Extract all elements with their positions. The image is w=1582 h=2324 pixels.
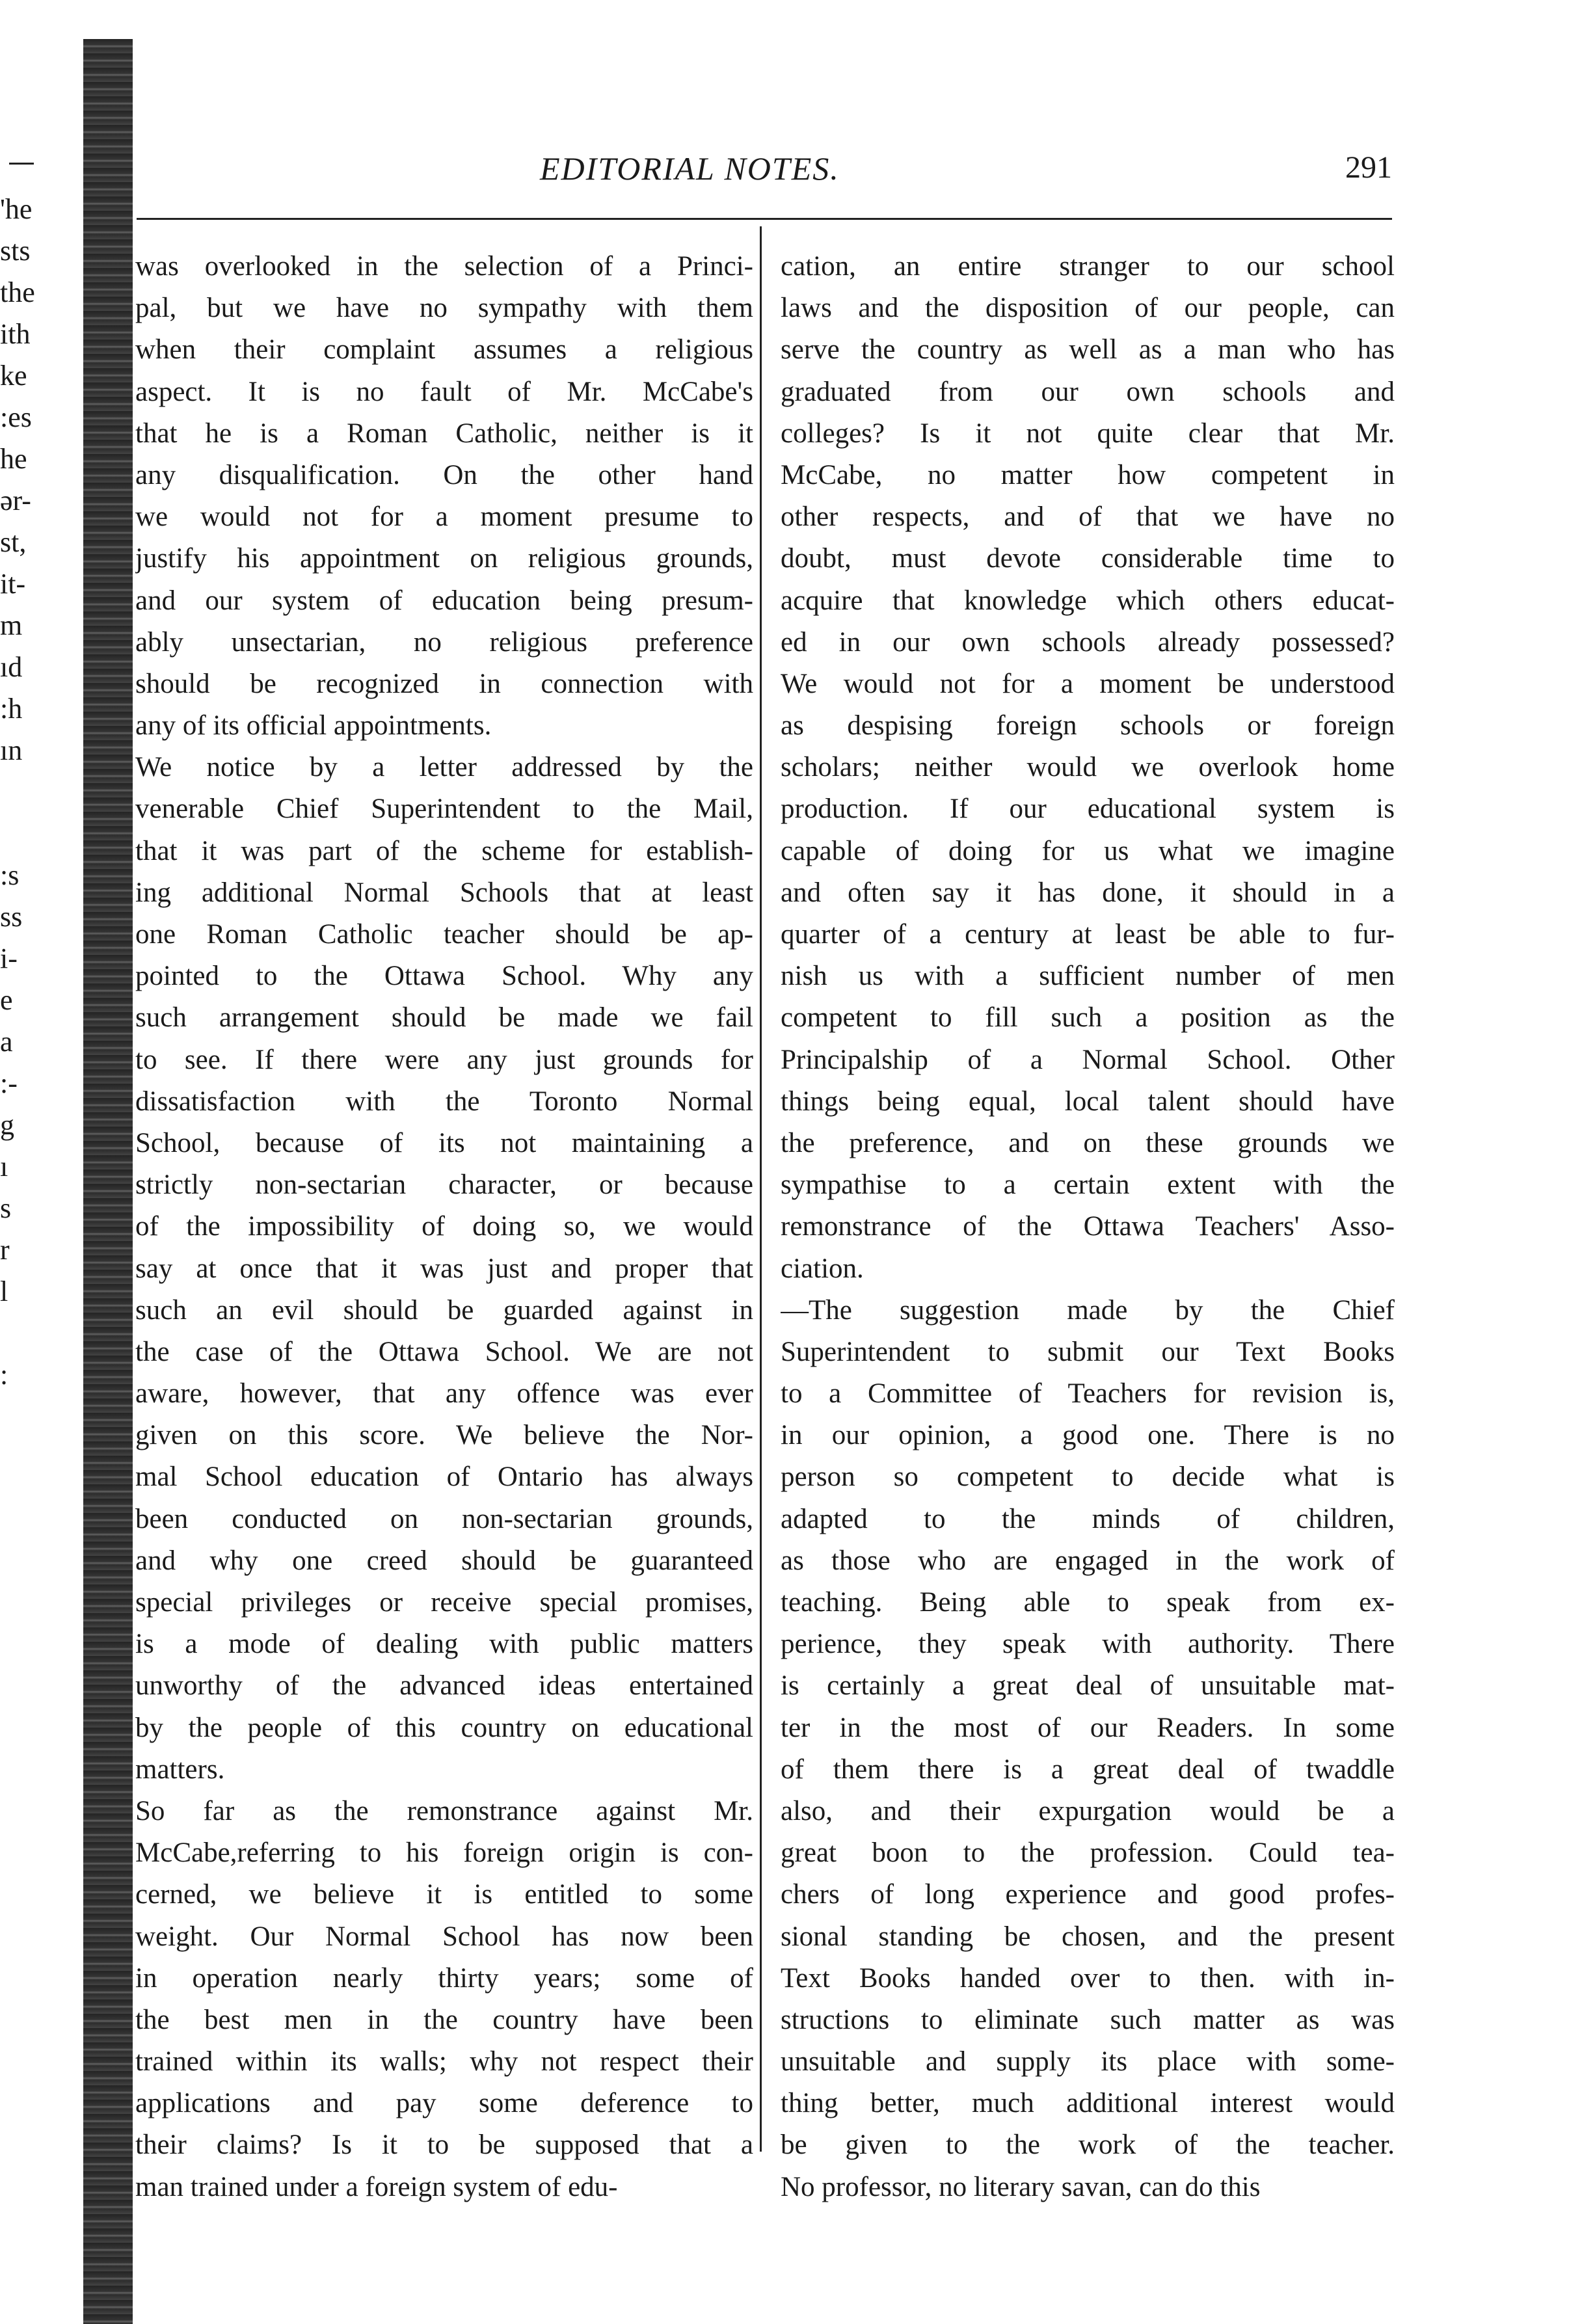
text-line: be given to the work of the teacher. bbox=[781, 2130, 1395, 2161]
text-line: pointed to the Ottawa School. Why any bbox=[135, 961, 753, 992]
text-line: strictly non-sectarian character, or because bbox=[135, 1169, 753, 1201]
binding-spine bbox=[83, 39, 133, 2324]
text-line: given on this score. We believe the Nor- bbox=[135, 1420, 753, 1451]
text-line: person so competent to decide what is bbox=[781, 1462, 1395, 1493]
text-line: things being equal, local talent should have bbox=[781, 1086, 1395, 1117]
text-line: aware, however, that any offence was ever bbox=[135, 1378, 753, 1409]
text-line: their claims? Is it to be supposed that a bbox=[135, 2130, 753, 2161]
text-line: matters. bbox=[135, 1754, 225, 1785]
text-line: that it was part of the scheme for establish- bbox=[135, 835, 753, 866]
text-line: laws and the disposition of our people, can bbox=[781, 293, 1395, 324]
text-line: remonstrance of the Ottawa Teachers' Asso- bbox=[781, 1211, 1395, 1242]
text-line: venerable Chief Superintendent to the Mail, bbox=[135, 794, 753, 825]
text-line: great boon to the profession. Could tea- bbox=[781, 1837, 1395, 1869]
text-line: quarter of a century at least be able to fur- bbox=[781, 919, 1395, 950]
running-title: EDITORIAL NOTES. bbox=[540, 150, 840, 187]
text-line: say at once that it was just and proper that bbox=[135, 1253, 753, 1284]
text-line: serve the country as well as a man who has bbox=[781, 334, 1395, 366]
text-line: is certainly a great deal of unsuitable mat- bbox=[781, 1670, 1395, 1702]
fragment-line bbox=[0, 813, 72, 855]
text-line: ably unsectarian, no religious preference bbox=[135, 626, 753, 658]
text-line: in our opinion, a good one. There is no bbox=[781, 1420, 1395, 1451]
fragment-line: ith bbox=[0, 318, 31, 350]
text-line: McCabe, no matter how competent in bbox=[781, 459, 1395, 490]
text-line: we would not for a moment presume to bbox=[135, 501, 753, 533]
text-line: that he is a Roman Catholic, neither is it bbox=[135, 418, 753, 449]
text-line: is a mode of dealing with public matters bbox=[135, 1629, 753, 1660]
text-line: cation, an entire stranger to our school bbox=[781, 251, 1395, 282]
text-line: ing additional Normal Schools that at least bbox=[135, 877, 753, 908]
fragment-line: i- bbox=[0, 942, 18, 974]
text-line: to a Committee of Teachers for revision is, bbox=[781, 1378, 1395, 1409]
fragment-line: ər- bbox=[0, 485, 31, 516]
text-line: trained within its walls; why not respect their bbox=[135, 2046, 753, 2077]
text-line: So far as the remonstrance against Mr. bbox=[135, 1795, 753, 1826]
text-line: any disqualification. On the other hand bbox=[135, 459, 753, 490]
text-line: chers of long experience and good profes- bbox=[781, 1879, 1395, 1910]
text-line: should be recognized in connection with bbox=[135, 668, 753, 699]
text-line: adapted to the minds of children, bbox=[781, 1503, 1395, 1534]
left-column bbox=[135, 246, 753, 2208]
fragment-line: the bbox=[0, 276, 35, 308]
text-line: Superintendent to submit our Text Books bbox=[781, 1336, 1395, 1367]
fragment-line: ss bbox=[0, 901, 23, 933]
text-line: applications and pay some deference to bbox=[135, 2088, 753, 2119]
text-line: such arrangement should be made we fail bbox=[135, 1002, 753, 1034]
text-line: ed in our own schools already possessed? bbox=[781, 626, 1395, 658]
text-line: unsuitable and supply its place with some- bbox=[781, 2046, 1395, 2077]
fragment-line bbox=[0, 1396, 72, 1437]
text-line: when their complaint assumes a religious bbox=[135, 334, 753, 366]
adjacent-page-fragments bbox=[0, 189, 72, 1437]
text-line: competent to fill such a position as the bbox=[781, 1002, 1395, 1034]
fragment-line: it- bbox=[0, 568, 26, 600]
text-line: McCabe,referring to his foreign origin is con- bbox=[135, 1837, 753, 1869]
text-line: sional standing be chosen, and the present bbox=[781, 1921, 1395, 1952]
fragment-line: he bbox=[0, 443, 27, 475]
fragment-line: ıd bbox=[0, 651, 23, 683]
text-line: the preference, and on these grounds we bbox=[781, 1127, 1395, 1158]
text-line: doubt, must devote considerable time to bbox=[781, 543, 1395, 574]
text-line: as despising foreign schools or foreign bbox=[781, 710, 1395, 741]
text-line: We notice by a letter addressed by the bbox=[135, 752, 753, 783]
fragment-line: :s bbox=[0, 859, 20, 891]
text-line: teaching. Being able to speak from ex- bbox=[781, 1587, 1395, 1618]
fragment-line: g bbox=[0, 1109, 14, 1141]
fragment-line: r bbox=[0, 1234, 10, 1266]
text-line: thing better, much additional interest would bbox=[781, 2088, 1395, 2119]
column-divider bbox=[760, 226, 762, 2152]
fragment-line: ı bbox=[0, 1151, 8, 1182]
margin-dash bbox=[9, 163, 34, 165]
text-line: No professor, no literary savan, can do this bbox=[781, 2171, 1261, 2202]
text-line: acquire that knowledge which others educat- bbox=[781, 585, 1395, 616]
text-line: of the impossibility of doing so, we would bbox=[135, 1211, 753, 1242]
text-line: scholars; neither would we overlook home bbox=[781, 752, 1395, 783]
text-line: perience, they speak with authority. There bbox=[781, 1629, 1395, 1660]
fragment-line: :es bbox=[0, 401, 32, 433]
fragment-line: l bbox=[0, 1276, 8, 1307]
fragment-line: m bbox=[0, 609, 23, 641]
text-line: one Roman Catholic teacher should be ap- bbox=[135, 919, 753, 950]
fragment-line: a bbox=[0, 1026, 13, 1058]
text-line: in operation nearly thirty years; some of bbox=[135, 1962, 753, 1994]
text-line: the best men in the country have been bbox=[135, 2004, 753, 2035]
text-line: mal School education of Ontario has always bbox=[135, 1462, 753, 1493]
fragment-line: 'he bbox=[0, 193, 33, 225]
text-line: We would not for a moment be understood bbox=[781, 668, 1395, 699]
text-line: ter in the most of our Readers. In some bbox=[781, 1712, 1395, 1743]
text-line: such an evil should be guarded against in bbox=[135, 1294, 753, 1326]
text-line: the case of the Ottawa School. We are not bbox=[135, 1336, 753, 1367]
text-line: structions to eliminate such matter as was bbox=[781, 2004, 1395, 2035]
right-column bbox=[781, 246, 1395, 2208]
text-line: also, and their expurgation would be a bbox=[781, 1795, 1395, 1826]
fragment-line: st, bbox=[0, 526, 27, 558]
text-line: aspect. It is no fault of Mr. McCabe's bbox=[135, 376, 753, 407]
text-line: ciation. bbox=[781, 1253, 864, 1284]
fragment-line: :- bbox=[0, 1067, 18, 1099]
text-line: cerned, we believe it is entitled to some bbox=[135, 1879, 753, 1910]
fragment-line: ke bbox=[0, 360, 27, 392]
text-line: Text Books handed over to then. with in- bbox=[781, 1962, 1395, 1994]
text-line: by the people of this country on educational bbox=[135, 1712, 753, 1743]
text-line: other respects, and of that we have no bbox=[781, 501, 1395, 533]
text-line: to see. If there were any just grounds for bbox=[135, 1044, 753, 1075]
fragment-line: e bbox=[0, 984, 13, 1016]
text-line: nish us with a sufficient number of men bbox=[781, 961, 1395, 992]
fragment-line: :h bbox=[0, 693, 23, 725]
text-line: and often say it has done, it should in a bbox=[781, 877, 1395, 908]
text-line: sympathise to a certain extent with the bbox=[781, 1169, 1395, 1201]
text-line: weight. Our Normal School has now been bbox=[135, 1921, 753, 1952]
text-line: been conducted on non-sectarian grounds, bbox=[135, 1503, 753, 1534]
text-line: unworthy of the advanced ideas entertained bbox=[135, 1670, 753, 1702]
text-line: any of its official appointments. bbox=[135, 710, 492, 741]
fragment-line: ın bbox=[0, 734, 23, 766]
text-line: graduated from our own schools and bbox=[781, 376, 1395, 407]
text-line: justify his appointment on religious grounds, bbox=[135, 543, 753, 574]
fragment-line bbox=[0, 771, 72, 813]
text-line: pal, but we have no sympathy with them bbox=[135, 293, 753, 324]
text-line: —The suggestion made by the Chief bbox=[781, 1294, 1395, 1326]
fragment-line: : bbox=[0, 1359, 8, 1391]
text-line: capable of doing for us what we imagine bbox=[781, 835, 1395, 866]
fragment-line: sts bbox=[0, 235, 31, 267]
text-line: production. If our educational system is bbox=[781, 794, 1395, 825]
fragment-line: s bbox=[0, 1192, 12, 1224]
page-number: 291 bbox=[1345, 150, 1392, 185]
text-line: man trained under a foreign system of edu- bbox=[135, 2171, 618, 2202]
text-line: as those who are engaged in the work of bbox=[781, 1545, 1395, 1576]
header-rule bbox=[137, 218, 1392, 220]
fragment-line bbox=[0, 1313, 72, 1354]
text-line: special privileges or receive special promises, bbox=[135, 1587, 753, 1618]
text-line: of them there is a great deal of twaddle bbox=[781, 1754, 1395, 1785]
text-line: and our system of education being presum- bbox=[135, 585, 753, 616]
text-line: was overlooked in the selection of a Princi- bbox=[135, 251, 753, 282]
text-line: School, because of its not maintaining a bbox=[135, 1127, 753, 1158]
text-line: dissatisfaction with the Toronto Normal bbox=[135, 1086, 753, 1117]
page-header bbox=[137, 150, 1392, 195]
text-line: colleges? Is it not quite clear that Mr. bbox=[781, 418, 1395, 449]
text-line: Principalship of a Normal School. Other bbox=[781, 1044, 1395, 1075]
text-line: and why one creed should be guaranteed bbox=[135, 1545, 753, 1576]
